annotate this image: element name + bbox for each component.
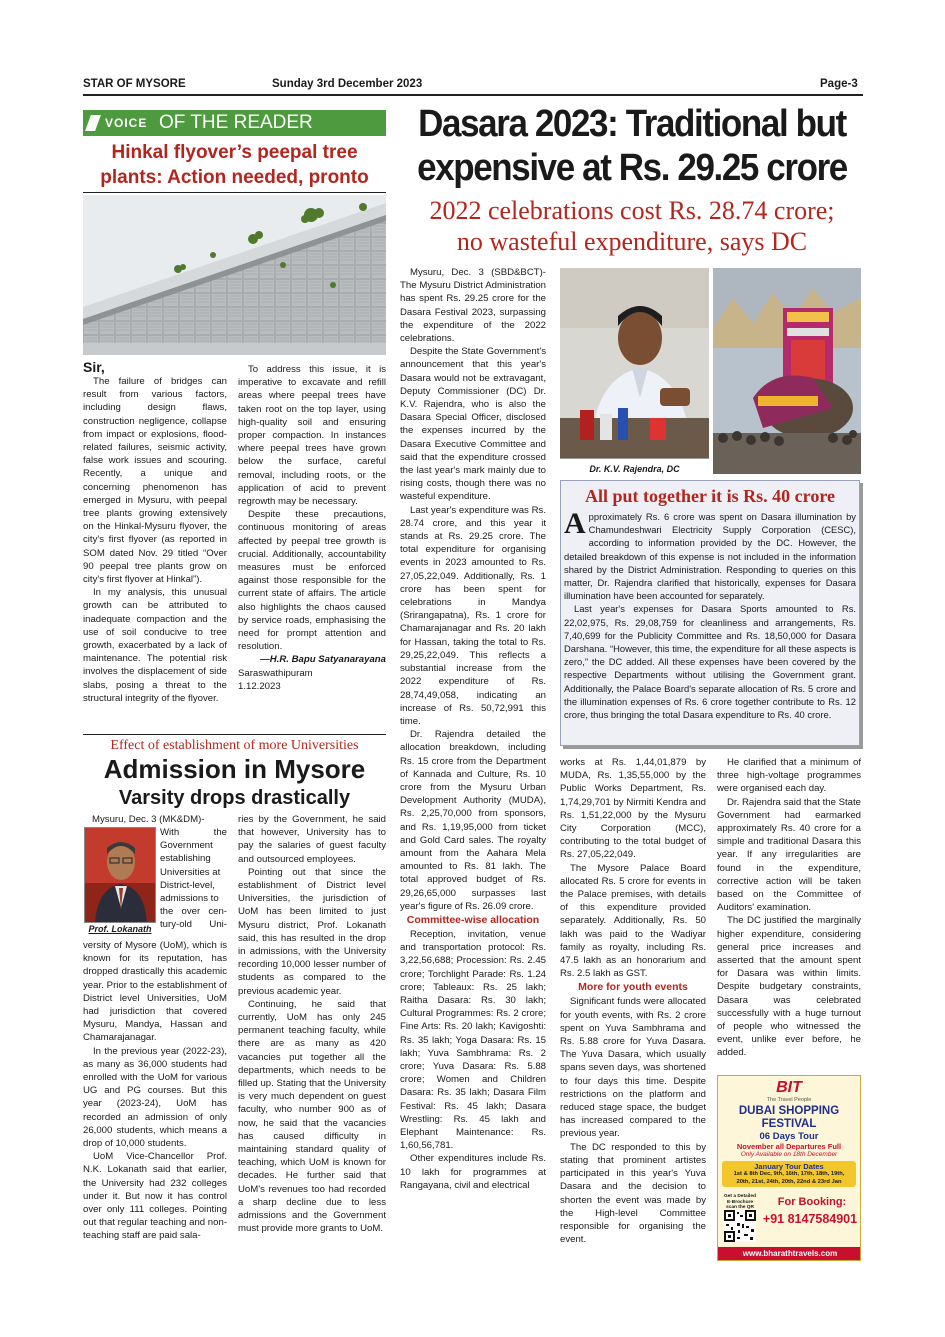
dasara-para: Reception, invitation, venue and transportation protocol: Rs. 3,22,56,688; Procession: Rs. 2.45 crore; Torchlight Parade: Rs. 1.24 crore; Tableaux: Rs. 25 lakh; Raitha Dasara: Rs. 30 lakh; Cultural Programmes: Rs. 2 crore; Fine Arts: Rs. 20 lakh; Kavigoshti: Rs. 35 lakh; Yoga Dasara: Rs. 15 lakh; Yuva Sambhrama: Rs. 2 crore; Yuva Dasara: Rs. 5.88 crore; Women and Children Dasara: Rs. 35 lakh; Dasara Film Festival: Rs. 45 lakh; Dasara Wrestling: Rs. 45 lakh and Elephant Maintenance: Rs. 1,60,56,781. [400, 928, 546, 1152]
dasara-col-2 [560, 756, 706, 1246]
ad-dates-1: 1st & 8th Dec, 9th, 16th, 17th, 18th, 19th, [733, 1171, 845, 1177]
dasara-para: Despite the State Government's announcement that this year's Dasara would not be extravagant, Deputy Commissioner (DC) Dr. K.V. Rajendra, who is also the Dasara Special Officer, disclosed the expenses incurred by the Dasara Executive Committee and said that the expenditure crossed the last year's mark mainly due to rising costs, though there was no wasteful expenditure. [400, 346, 546, 503]
intro-line: Universities at [160, 866, 221, 878]
voice-tag-sub: OF THE READER [159, 112, 313, 133]
ad-logo: BIT [776, 1079, 802, 1096]
ad-dates-title: January Tour Dates [754, 1162, 824, 1171]
issue-date: Sunday 3rd December 2023 [272, 78, 423, 90]
lokanath-photo [84, 827, 156, 923]
dasara-para: Last year's expenditure was Rs. 28.74 crore, and this year it stands at Rs. 29.25 crore. The total expenditure for organising events in 2023 amounted to Rs. 27,05,22,049. Additionally, Rs. 1 crore has been spent for celebrations in Mandya (Srirangapatna), Rs. 1 crore for Chamarajanagar and Rs. 20 lakh for Hassan, taking the total to Rs. 29,25,22,049. This reflects a substantial increase from the 2022 expenditure of Rs. 28,74,49,058, indicating an increase of Rs. 50,72,991 this time. [400, 504, 546, 727]
dasara-headline-1: Dasara 2023: Traditional but [418, 103, 846, 145]
ad-dates-box [722, 1161, 856, 1187]
ad-website[interactable]: www.bharathtravels.com [718, 1247, 861, 1260]
procession-photo [713, 268, 861, 474]
dasara-para: The DC responded to this by stating that prominent artistes participated in this year's Yuva Dasara and the decision to shorten the event was made by the High-level Committee responsible for organising the event. [560, 1141, 706, 1246]
dasara-para: He clarified that a minimum of three high-voltage programmes were organised each day. [717, 757, 861, 795]
ad-line-1: November all Departures Full [736, 1142, 842, 1151]
voice-para: The failure of bridges can result from various factors, including design flaws, construction negligence, collapse from impact or explosions, flood-related failures, seismic activity, false work issues and scouring. Recently, a unique and concerning phenomenon has emerged in Mysuru, with peepal tree plants growing extensively on the Hinkal-Mysuru flyover, the city's first flyover (as reported in SOM dated Nov. 29 titled “Over 90 peepal tree plants grow on city's first flyover at Hinkal”). [83, 376, 227, 586]
dasara-para: Dr. Rajendra detailed the allocation breakdown, including Rs. 15 crore from the Department of Kannada and Culture, Rs. 10 crore from the Mysuru Urban Development Authority (MUDA), Rs. 2,25,70,000 from sponsors, and Rs. 1,19,95,000 from ticket and Gold Card sales. The royalty amount from the Aahara Mela amounted to Rs. 81 lakh. The total approved budget of Rs. 29,26,65,000 surpasses last year's figure of Rs. 26.09 crore. [400, 729, 546, 912]
voice-tag: VOICE [105, 116, 148, 130]
ad-scan-text: Get a Detailed E-Brochure scan the QR [724, 1194, 756, 1211]
rs40-title: All put together it is Rs. 40 crore [585, 486, 835, 506]
dasara-para: The Mysore Palace Board allocated Rs. 5 crore for events in the Palace premises, with details of this expenditure provided separately. Additionally, Rs. 50 lakh was paid to the Wadiyar family as royalty, including Rs. 47.5 lakh as an honorarium and Rs. 2.5 lakh as GST. [560, 862, 706, 980]
voice-col-2 [238, 363, 386, 693]
banner-accent [85, 115, 101, 131]
intro-line: Mysuru, Dec. 3 (MK&DM)- [92, 814, 205, 825]
voice-head-rule [83, 192, 386, 193]
rs40-para: pproximately Rs. 6 crore was spent on Dasara illumination by Chamundeshwari Electricity Supply Corporation (CESC), according to information provided by the DC. However, the detailed breakdown of this expense is not included in the information shared by the District Administration. Responding to queries on this matter, Dr. Rajendra clarified that historically, expenses for Dasara illumination have been accounted for separately. [564, 511, 856, 602]
dasara-subhead-1: 2022 celebrations cost Rs. 28.74 crore; [429, 196, 835, 225]
flyover-photo [83, 195, 386, 355]
dasara-para: The DC justified the marginally higher expenditure, considering general price increases and asserted that the amount spent for Dasara was within limits. Despite budgetary constraints, Dasara was celebrated successfully with a huge turnout of people who witnessed the event, unlike ever before, he added. [717, 915, 861, 1059]
intro-line: admissions to [160, 893, 219, 905]
ad-logo-row [718, 1079, 860, 1103]
rs40-box [560, 480, 860, 746]
admission-top-rule [83, 734, 386, 735]
header-rule [83, 94, 863, 96]
dasara-headline-2: expensive at Rs. 29.25 crore [417, 147, 847, 189]
voice-para: In my analysis, this unusual growth can be attributed to inadequate compaction and the use of soil conducive to tree growth, exacerbated by a lack of maintenance. The potential risk involves the displacement of side slabs, posing a threat to the structural integrity of the flyover. [83, 587, 227, 704]
ad-phone[interactable]: +91 8147584901 [762, 1212, 858, 1226]
rajendra-caption: Dr. K.V. Rajendra, DC [589, 464, 680, 474]
lokanath-caption: Prof. Lokanath [88, 924, 152, 934]
ad-logo-sub: The Travel People [766, 1097, 812, 1103]
voice-place: Saraswathipuram [238, 667, 313, 679]
dasara-para: Significant funds were allocated for youth events, with Rs. 2 crore spent on Yuva Sambhrama and Rs. 5.88 crore for Yuva Dasara. The Yuva Dasara, which usually spans seven days, was shortened to four days this time. Despite restrictions on the platform and reduced stage space, the budget has increased compared to the previous year. [560, 996, 706, 1140]
admission-col-1 [83, 939, 227, 1243]
dasara-col-1 [400, 266, 546, 1192]
dropcap: A [564, 507, 586, 540]
travel-ad[interactable] [717, 1075, 861, 1261]
qr-code-icon[interactable] [724, 1210, 756, 1242]
intro-line: establishing [160, 853, 211, 865]
dasara-para: works at Rs. 1,44,01,879 by MUDA, Rs. 1,35,55,000 by the Public Works Department, Rs. 1,74,29,701 by Nirmiti Kendra and Rs. 1,51,22,000 by the Mysuru City Corporation (MCC), contributing to the total budget of Rs. 27,05,22,049. [560, 757, 706, 861]
voice-headline: Hinkal flyover’s peepal tree plants: Action needed, pronto [100, 142, 369, 188]
dasara-para: Dr. Rajendra said that the State Government had earmarked approximately Rs. 40 crore for a simple and traditional Dasara this year. If any irregularities are found in the expenditure, corrective action will be taken based on the Committee of Auditors' examination. [717, 796, 861, 914]
admission-kicker: Effect of establishment of more Universities [110, 738, 359, 753]
intro-line: With the [160, 827, 227, 838]
dasara-para: Other expenditures include Rs. 10 lakh for programmes at Rangayana, civil and electrical [400, 1153, 546, 1191]
rajendra-photo [560, 268, 709, 458]
paper-name: STAR OF MYSORE [83, 78, 186, 90]
admission-subheadline: Varsity drops drastically [118, 787, 351, 809]
ad-booking: For Booking: [777, 1196, 847, 1208]
youth-subhead: More for youth events [578, 981, 688, 994]
voice-signoff: —H.R. Bapu Satyanarayana [260, 654, 386, 666]
voice-date: 1.12.2023 [238, 680, 281, 692]
intro-line: tury-old Uni- [160, 919, 227, 931]
intro-line: District-level, [160, 879, 215, 891]
voice-para: To address this issue, it is imperative to excavate and refill areas where peepal trees have taken root on the top layer, using high-quality soil and ensuring proper compaction. In instances where peepal trees have grown below the surface, careful removal, including roots, or the application of acid to prevent regrowth may be necessary. [238, 364, 386, 508]
voice-banner [83, 110, 386, 136]
dasara-col-3 [717, 756, 861, 1060]
admission-col-2 [238, 813, 386, 1236]
admission-para: Pointing out that since the establishment of District level Universities, the jurisdiction of UoM has been limited to just Mysuru district, Prof. Lokanath said, this has resulted in the drop in admissions, with the University recording 10,000 lesser number of students as compared to the previous academic year. [238, 866, 386, 997]
rajendra-caption-bar [560, 458, 709, 474]
dasara-para: Mysuru, Dec. 3 (SBD&BCT)- The Mysuru District Administration has spent Rs. 29.25 crore for the Dasara Festival 2023, surpassing the expenditure of the 2022 celebrations. [400, 267, 546, 345]
intro-line: Government [160, 840, 213, 852]
ad-tour: 06 Days Tour [759, 1131, 819, 1142]
voice-para: Despite these precautions, continuous monitoring of areas affected by peepal tree growth is crucial. Additionally, accountability measures must be enforced against those responsible for the current state of affairs. The article also highlights the chaos caused by service roads, emphasising the need for prompt attention and resolution. [238, 509, 386, 653]
admission-intro [92, 813, 227, 826]
admission-para: ries by the Government, he said that however, University has to pay the salaries of guest faculty and outsourced employees. [238, 814, 386, 865]
dasara-subhead-2: no wasteful expenditure, says DC [456, 227, 808, 256]
intro-line: the over cen- [160, 906, 227, 918]
rs40-body [561, 507, 859, 721]
ad-title: DUBAI SHOPPING FESTIVAL [738, 1105, 840, 1130]
admission-para: Continuing, he said that currently, UoM has only 245 permanent teaching faculty, while there are as many as 420 vacancies put together all the departments, which needs to be filled up. Stating that the University is very much dependent on guest faculty, who number 900 as of now, he said that the vacancies has caused difficulty in maintaining standard quality of teaching, which UoM is known for decades. He further said that UoM's revenues too had recorded a sharp decline due to less admissions and the Government must provide more grants to UoM. [238, 998, 386, 1235]
admission-intro-wrap [160, 826, 227, 932]
admission-headline: Admission in Mysore [103, 754, 366, 784]
admission-para: UoM Vice-Chancellor Prof. N.K. Lokanath said that earlier, the University had 232 colleges under it. But now it has control over only 111 colleges. Pointing out that regular teaching and non-teaching staff are paid sala- [83, 1151, 228, 1242]
admission-para: versity of Mysore (UoM), which is known for its reputation, has dropped drastically this academic year. Prior to the establishment of District level Universities, UoM had jurisdiction that covered Mysuru, Mandya, Hassan and Chamarajanagar. [83, 940, 227, 1044]
admission-para: In the previous year (2022-23), as many as 36,000 students had enrolled with the UoM for various UG and PG courses. But this year (2023-24), UoM has recorded an admission of only 26,000 students, which means a drop of 10,000 students. [83, 1045, 227, 1150]
ad-dates-2: 20th, 21st, 24th, 20th, 22nd & 23rd Jan [736, 1178, 842, 1185]
voice-salutation: Sir, [83, 359, 105, 375]
rs40-para: Last year's expenses for Dasara Sports amounted to Rs. 22,02,975, Rs. 29,08,759 for cleanliness and arrangements, Rs. 7,40,699 for the Publicity Committee and Rs. 18,50,000 for Dasara Darshana. “However, this time, the expenditure for all these aspects is zero,” the DC added. All these expenses have been covered by the respective Departments without utilising the Government grant. Additionally, the Palace Board's separate allocation of Rs. 5 crore and the illumination expenses of Rs. 6 crore together contribute to Rs. 12 crore, thus bringing the total Dasara expenditure to Rs. 40 crore. [564, 603, 856, 721]
page-number: Page-3 [820, 78, 858, 90]
voice-col-1 [83, 360, 227, 705]
ad-line-2: Only Available on 18th December [740, 1151, 838, 1158]
committee-subhead: Committee-wise allocation [406, 913, 540, 926]
